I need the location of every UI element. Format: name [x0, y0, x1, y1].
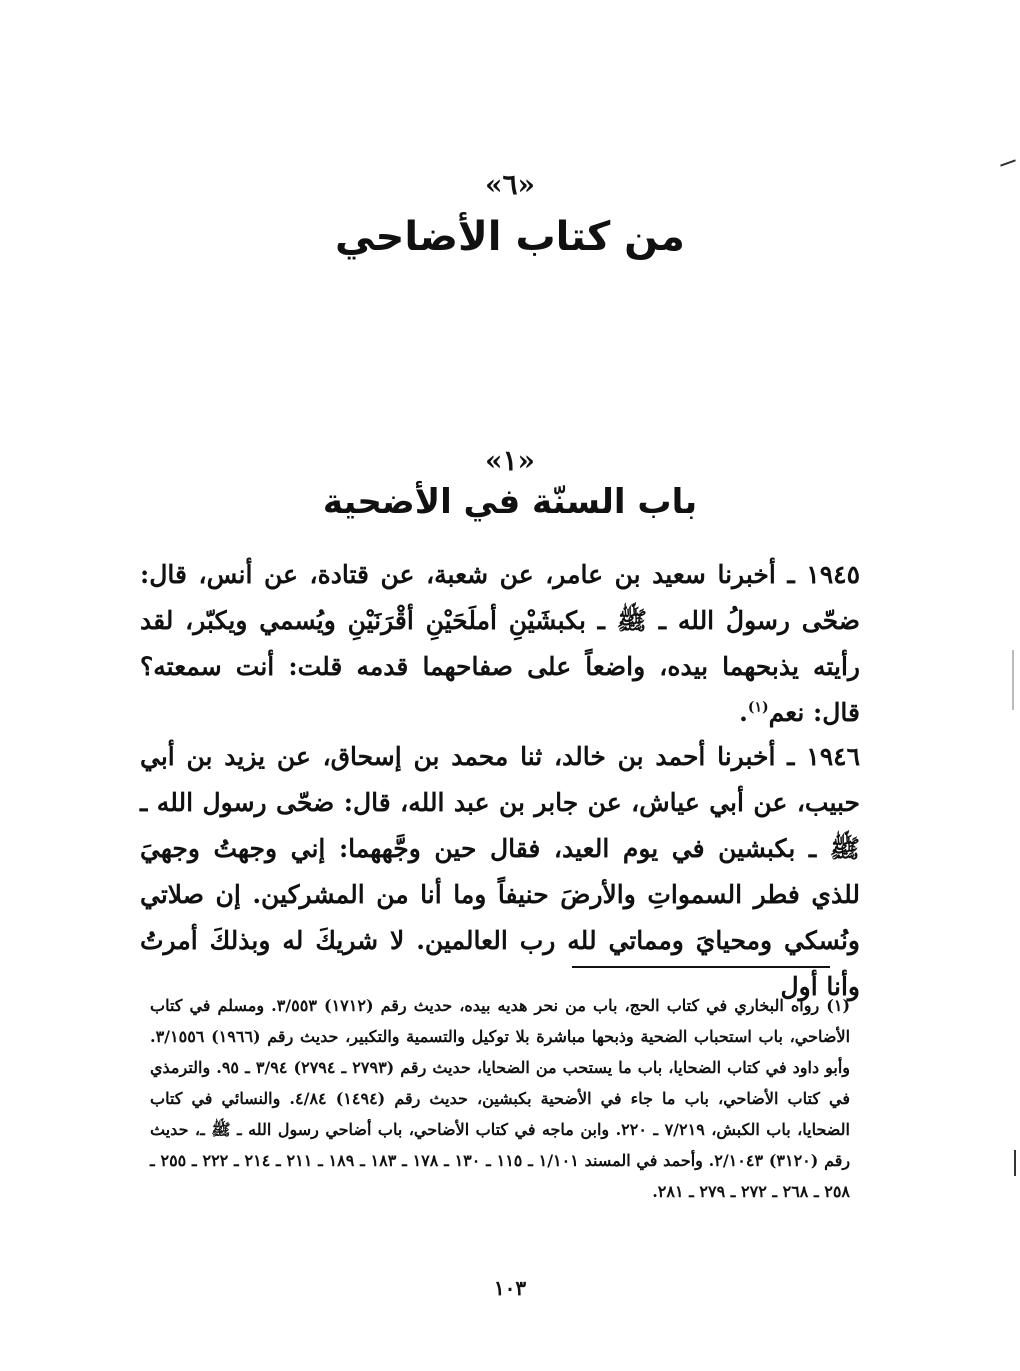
scan-mark-top-right — [1000, 159, 1016, 166]
hadith-1945-ending: . — [739, 698, 748, 727]
footnote-ref: (١) — [747, 699, 769, 716]
book-title: من كتاب الأضاحي — [335, 214, 685, 260]
hadith-1946 — [140, 734, 860, 1010]
chapter-number: «١» — [484, 444, 536, 477]
hadith-1945 — [140, 552, 860, 736]
footnote: (١) رواه البخاري في كتاب الحج، باب من نحر هديه بيده، حديث رقم (١٧١٢) ٣/٥٥٣. ومسلم في كتاب الأضاحي، باب استحباب الضحية وذبحها مباشرة بلا توكيل والتسمية والتكبير، حديث رقم (١٩٦٦) ٣/١٥٥٦. وأبو داود في كتاب الضحايا، باب ما يستحب من الضحايا، حديث رقم (٢٧٩٣ ـ ٢٧٩٤) ٣/٩٤ ـ ٩٥. والترمذي في كتاب الأضاحي، باب ما جاء في الأضحية بكبشين، حديث رقم (١٤٩٤) ٤/٨٤. والنسائي في كتاب الضحايا، باب الكبش، ٧/٢١٩ ـ ٢٢٠. وابن ماجه في كتاب الأضاحي، باب أضاحي رسول الله ـ ﷺ ـ، حديث رقم (٣١٢٠) ٢/١٠٤٣. وأحمد في المسند ١/١٠١ ـ ١١٥ ـ ١٣٠ ـ ١٧٨ ـ ١٨٣ ـ ١٨٩ ـ ٢١١ ـ ٢١٤ ـ ٢٢٢ ـ ٢٥٥ ـ ٢٥٨ ـ ٢٦٨ ـ ٢٧٢ ـ ٢٧٩ ـ ٢٨١. — [150, 996, 851, 1201]
page-number: ١٠٣ — [493, 1276, 527, 1300]
footnote-divider — [572, 966, 830, 968]
scan-mark-right — [1012, 650, 1014, 710]
hadith-1945-text: ١٩٤٥ ـ أخبرنا سعيد بن عامر، عن شعبة، عن قتادة، عن أنس، قال: ضحّى رسولُ الله ـ ﷺ ـ بكبشَيْنِ أملَحَيْنِ أقْرَنَيْنِ ويُسمي ويكبّر، لقد رأيته يذبحهما بيده، واضعاً على صفاحهما قدمه قلت: أنت سمعته؟ قال: نعم — [140, 560, 860, 727]
hadith-1946-text: ١٩٤٦ ـ أخبرنا أحمد بن خالد، ثنا محمد بن إسحاق، عن يزيد بن أبي حبيب، عن أبي عياش، عن جابر بن عبد الله، قال: ضحّى رسول الله ـ ﷺ ـ بكبشين في يوم العيد، فقال حين وجَّههما: إني وجهتُ وجهيَ للذي فطر السمواتِ والأرضَ حنيفاً وما أنا من المشركين. إن صلاتي ونُسكي ومحيايَ ومماتي لله رب العالمين. لا شريكَ له وبذلكَ أمرتُ وأنا أول — [140, 742, 860, 1001]
scan-mark-bottom-right — [1014, 1150, 1016, 1176]
chapter-title: باب السنّة في الأضحية — [322, 482, 698, 522]
book-number: «٦» — [484, 168, 536, 201]
